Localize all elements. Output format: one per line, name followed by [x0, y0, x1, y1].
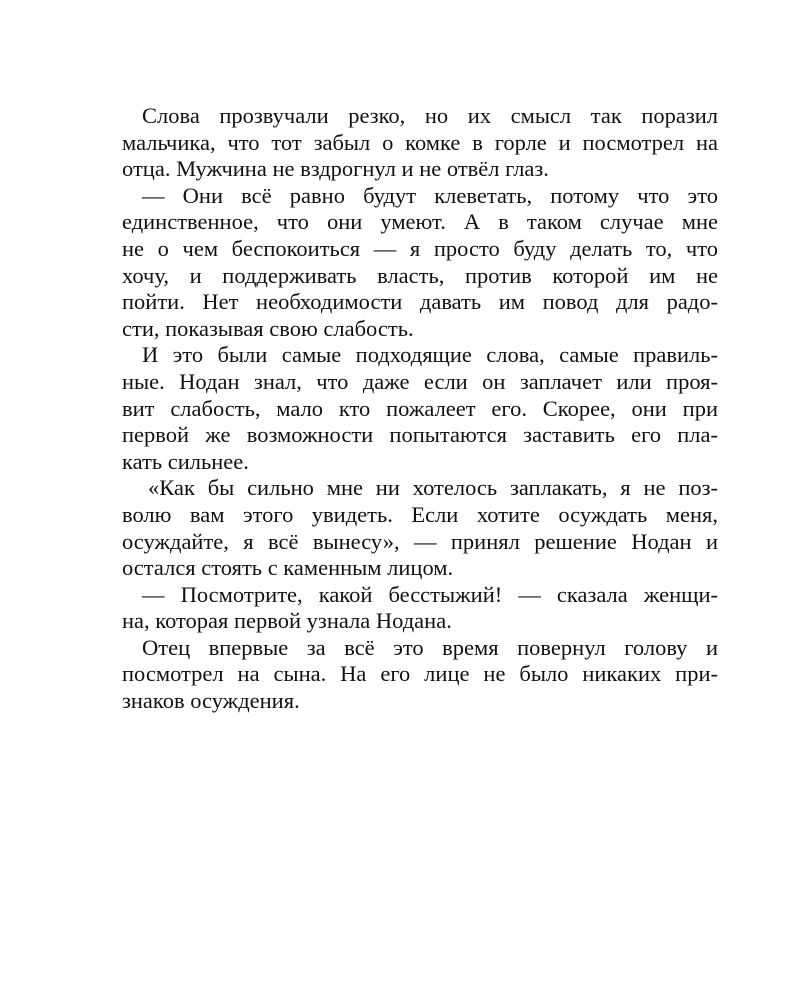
- text-line: — Они всё равно будут клеветать, потому что это: [142, 182, 718, 208]
- text-line: на, которая первой узнала Нодана.: [122, 608, 452, 634]
- text-line: волю вам этого увидеть. Если хотите осуждать меня,: [122, 501, 718, 527]
- text-line: отца. Мужчина не вздрогнул и не отвёл глаз.: [122, 156, 549, 182]
- text-line: знаков осуждения.: [122, 688, 300, 714]
- text-line: единственное, что они умеют. А в таком случае мне: [122, 209, 718, 235]
- text-line: хочу, и поддерживать власть, против которой им не: [122, 262, 718, 288]
- text-line: посмотрел на сына. На его лице не было никаких при-: [122, 661, 718, 687]
- text-line: — Посмотрите, какой бесстыжий! — сказала женщи-: [142, 581, 718, 607]
- text-line: «Как бы сильно мне ни хотелось заплакать, я не поз-: [148, 475, 718, 501]
- text-line: первой же возможности попытаются заставить его пла-: [122, 422, 718, 448]
- text-line: кать сильнее.: [122, 448, 249, 474]
- text-line: вит слабость, мало кто пожалеет его. Скорее, они при: [122, 395, 718, 421]
- text-line: мальчика, что тот забыл о комке в горле и посмотрел на: [122, 129, 718, 155]
- text-line: осуждайте, я всё вынесу», — принял решение Нодан и: [122, 528, 718, 554]
- text-line: пойти. Нет необходимости давать им повод для радо-: [122, 289, 718, 315]
- text-line: И это были самые подходящие слова, самые правиль-: [142, 342, 718, 368]
- text-line: не о чем беспокоиться — я просто буду делать то, что: [122, 235, 718, 261]
- text-line: ные. Нодан знал, что даже если он заплачет или проя-: [122, 368, 718, 394]
- body-text: [122, 103, 718, 715]
- text-line: остался стоять с каменным лицом.: [122, 555, 454, 581]
- text-line: сти, показывая свою слабость.: [122, 315, 414, 341]
- text-line: Отец впервые за всё это время повернул голову и: [142, 634, 718, 660]
- text-line: Слова прозвучали резко, но их смысл так поразил: [142, 103, 718, 128]
